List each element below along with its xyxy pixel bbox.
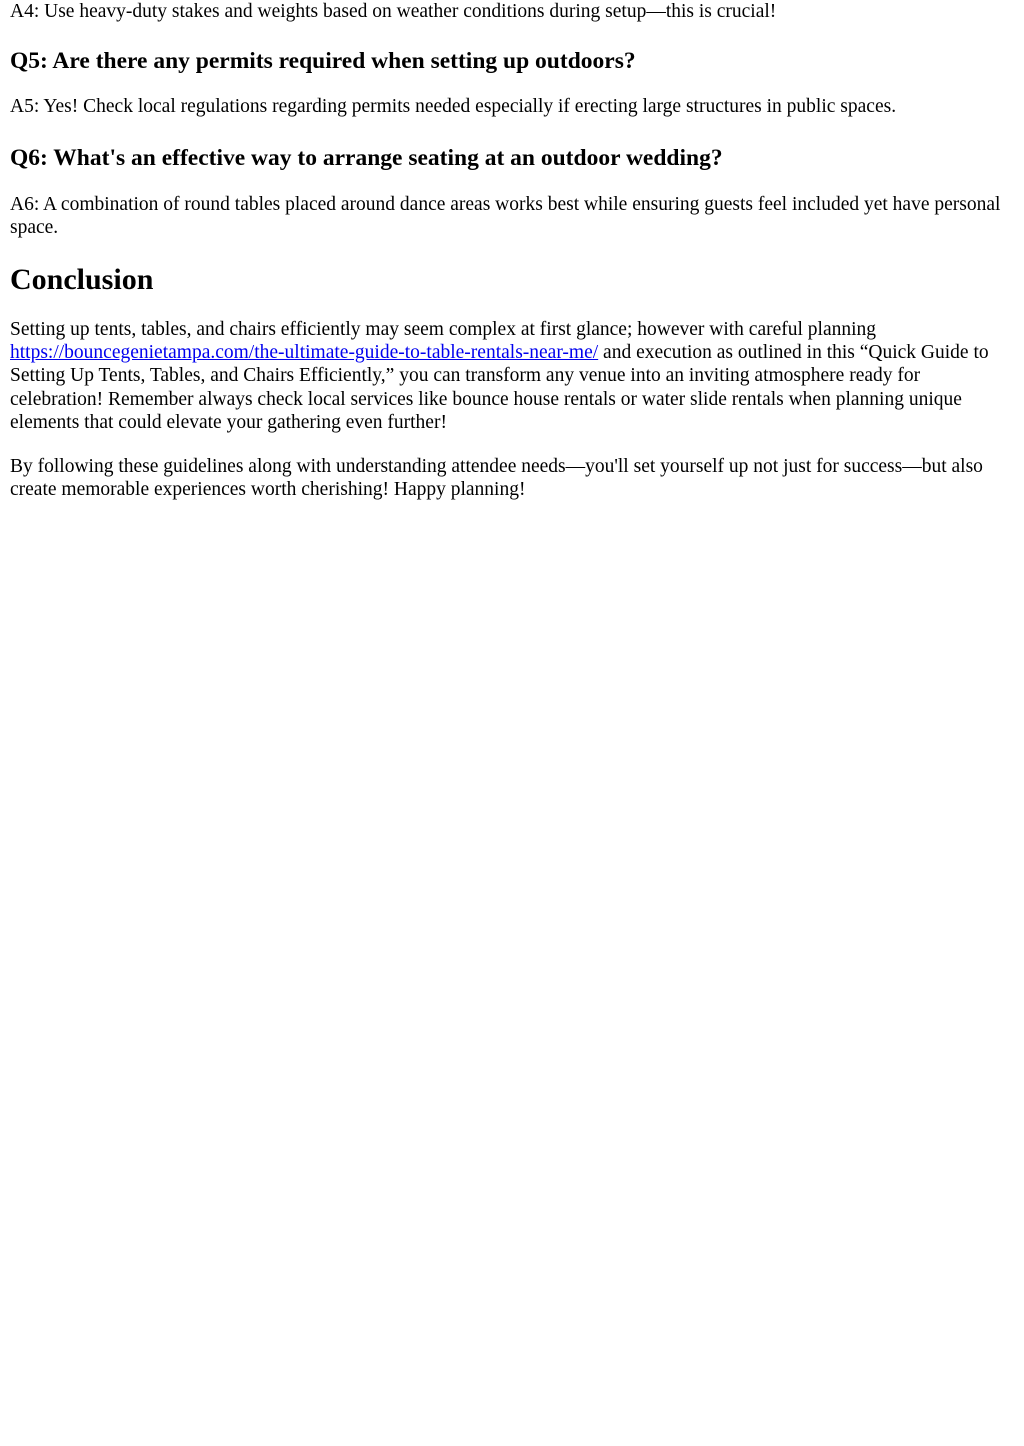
question-6-heading: Q6: What's an effective way to arrange seating at an outdoor wedding?: [10, 144, 723, 171]
conclusion-paragraph-1-start: Setting up tents, tables, and chairs efficiently may seem complex at first glance; however with careful planning: [10, 318, 877, 340]
conclusion-heading: Conclusion: [10, 262, 154, 296]
answer-5: A5: Yes! Check local regulations regarding permits needed especially if erecting large structures in public spaces.: [10, 96, 897, 118]
conclusion-paragraph-2: By following these guidelines along with understanding attendee needs—you'll set yourself up not just for success—but also create memorable experiences worth cherishing! Happy planning!: [10, 455, 983, 501]
question-5-heading: Q5: Are there any permits required when setting up outdoors?: [10, 48, 636, 75]
conclusion-paragraph-1: [10, 318, 1014, 435]
table-rentals-guide-link[interactable]: https://bouncegenietampa.com/the-ultimate-guide-to-table-rentals-near-me/: [10, 342, 599, 364]
answer-4: A4: Use heavy-duty stakes and weights based on weather conditions during setup—this is crucial!: [10, 1, 777, 22]
answer-6: A6: A combination of round tables placed around dance areas works best while ensuring guests feel included yet have personal space.: [10, 193, 1001, 239]
article-body: [0, 0, 1024, 501]
conclusion-paragraph-1-end: and execution as outlined in this “Quick Guide to Setting Up Tents, Tables, and Chairs Efficiently,” you can transform any venue into an inviting atmosphere ready for celebration! Remember always check local services like bounce house rentals or water slide rentals when planning unique elements that could elevate your gathering even further!: [10, 342, 989, 434]
